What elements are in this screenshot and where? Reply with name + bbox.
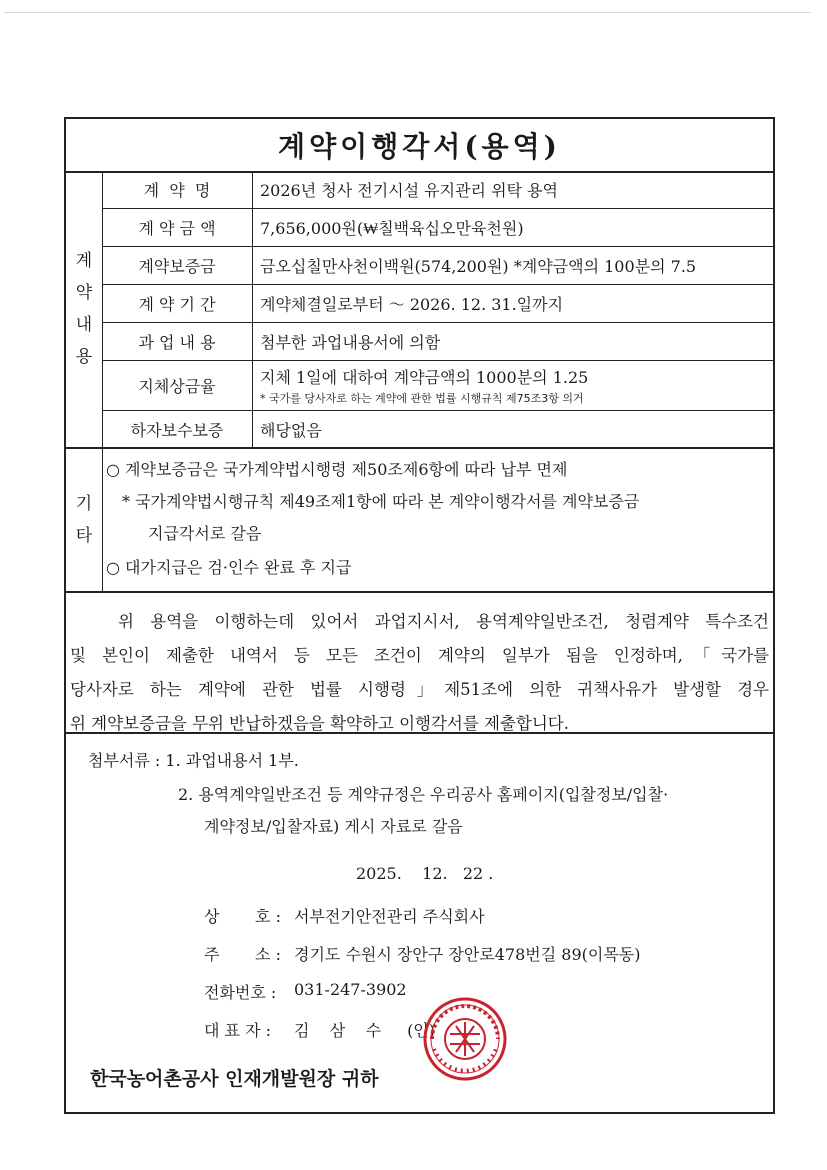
contract-period-value: 계약체결일로부터 ～ 2026. 12. 31.일까지 (260, 295, 564, 314)
representative-row (204, 1018, 435, 1041)
contract-name-value: 2026년 청사 전기시설 유지관리 위탁 용역 (260, 181, 558, 200)
row-label: 하자보수보증 (102, 411, 253, 447)
document-title: 계약이행각서(용역) (66, 119, 773, 173)
seal-mark: (인) (407, 1021, 436, 1040)
contract-amount-row (102, 209, 773, 247)
submission-date: 2025. 12. 22 . (356, 864, 494, 883)
row-label: 계 약 금 액 (102, 209, 253, 246)
other-notes-side-label (66, 449, 103, 591)
contract-details-section (66, 171, 773, 449)
defect-warranty-value: 해당없음 (260, 420, 322, 440)
other-notes-section (66, 449, 773, 593)
defect-warranty-row (102, 411, 773, 447)
representative-name: 김 삼 수 (294, 1021, 382, 1040)
contract-amount-value: 7,656,000원(₩칠백육십오만육천원) (260, 219, 524, 238)
delay-penalty-row (102, 361, 773, 411)
row-label: 계 약 명 (102, 171, 253, 208)
side-label-char: 내 (75, 315, 93, 335)
phone-label: 전화번호 : (204, 983, 277, 1002)
declaration-section (66, 593, 773, 734)
attachments-line (88, 748, 299, 771)
delay-penalty-note: * 국가를 당사자로 하는 계약에 관한 법률 시행규칙 제75조3항 의거 (260, 392, 584, 405)
other-note-line: ○ 대가지급은 검·인수 완료 후 지급 (106, 558, 352, 577)
declaration-line: 위 용역을 이행하는데 있어서 과업지시서, 용역계약일반조건, 청렴계약 특수조건 (118, 612, 769, 631)
company-seal-stamp (420, 994, 510, 1084)
declaration-line: 및 본인이 제출한 내역서 등 모든 조건이 계약의 일부가 됨을 인정하며,「국가를 (70, 646, 769, 665)
side-label-char: 타 (75, 526, 93, 546)
task-content-row (102, 323, 773, 361)
address-row (204, 942, 640, 965)
contract-deposit-value: 금오십칠만사천이백원(574,200원) *계약금액의 100분의 7.5 (260, 257, 697, 276)
declaration-line: 당사자로 하는 계약에 관한 법률 시행령」제51조에 의한 귀책사유가 발생할 경우 (70, 680, 769, 699)
contract-name-row (102, 171, 773, 209)
recipient: 한국농어촌공사 인재개발원장 귀하 (90, 1068, 379, 1090)
declaration-text (70, 605, 769, 741)
attachment-item: 1. 과업내용서 1부. (165, 751, 299, 770)
side-label-char: 용 (75, 347, 93, 367)
company-row (204, 904, 485, 927)
side-label-char: 약 (75, 283, 93, 303)
other-note-line: 지급각서로 갈음 (148, 524, 262, 543)
contract-period-row (102, 285, 773, 323)
address-label: 주 소 : (204, 945, 287, 964)
attachment-item-continued: 계약정보/입찰자료) 게시 자료로 갈음 (204, 817, 463, 836)
attachments-label: 첨부서류 : (88, 751, 166, 770)
row-label: 계약보증금 (102, 247, 253, 284)
other-note-line: * 국가계약법시행규칙 제49조제1항에 따라 본 계약이행각서를 계약보증금 (122, 492, 640, 511)
company-label: 상 호 : (204, 907, 287, 926)
other-note-line: ○ 계약보증금은 국가계약법시행령 제50조제6항에 따라 납부 면제 (106, 460, 568, 479)
submission-section (66, 734, 773, 1112)
contract-deposit-row (102, 247, 773, 285)
contract-details-side-label (66, 171, 103, 447)
contract-pledge-document (64, 117, 775, 1114)
representative-label: 대 표 자 : (204, 1021, 272, 1040)
row-label: 과 업 내 용 (102, 323, 253, 360)
row-label: 지체상금율 (102, 361, 253, 410)
row-label: 계 약 기 간 (102, 285, 253, 322)
company-address: 경기도 수원시 장안구 장안로478번길 89(이목동) (294, 945, 641, 964)
page-top-rule (4, 12, 811, 13)
delay-penalty-value: 지체 1일에 대하여 계약금액의 1000분의 1.25 (260, 368, 589, 387)
side-label-char: 계 (75, 251, 93, 271)
company-name: 서부전기안전관리 주식회사 (294, 907, 485, 926)
side-label-char: 기 (75, 494, 93, 514)
declaration-line: 위 계약보증금을 무위 반납하겠음을 확약하고 이행각서를 제출합니다. (70, 714, 569, 733)
task-content-value: 첨부한 과업내용서에 의함 (260, 333, 441, 352)
phone-row (204, 980, 407, 1003)
attachment-item: 2. 용역계약일반조건 등 계약규정은 우리공사 홈페이지(입찰정보/입찰· (178, 785, 669, 804)
phone-number: 031-247-3902 (294, 980, 407, 999)
